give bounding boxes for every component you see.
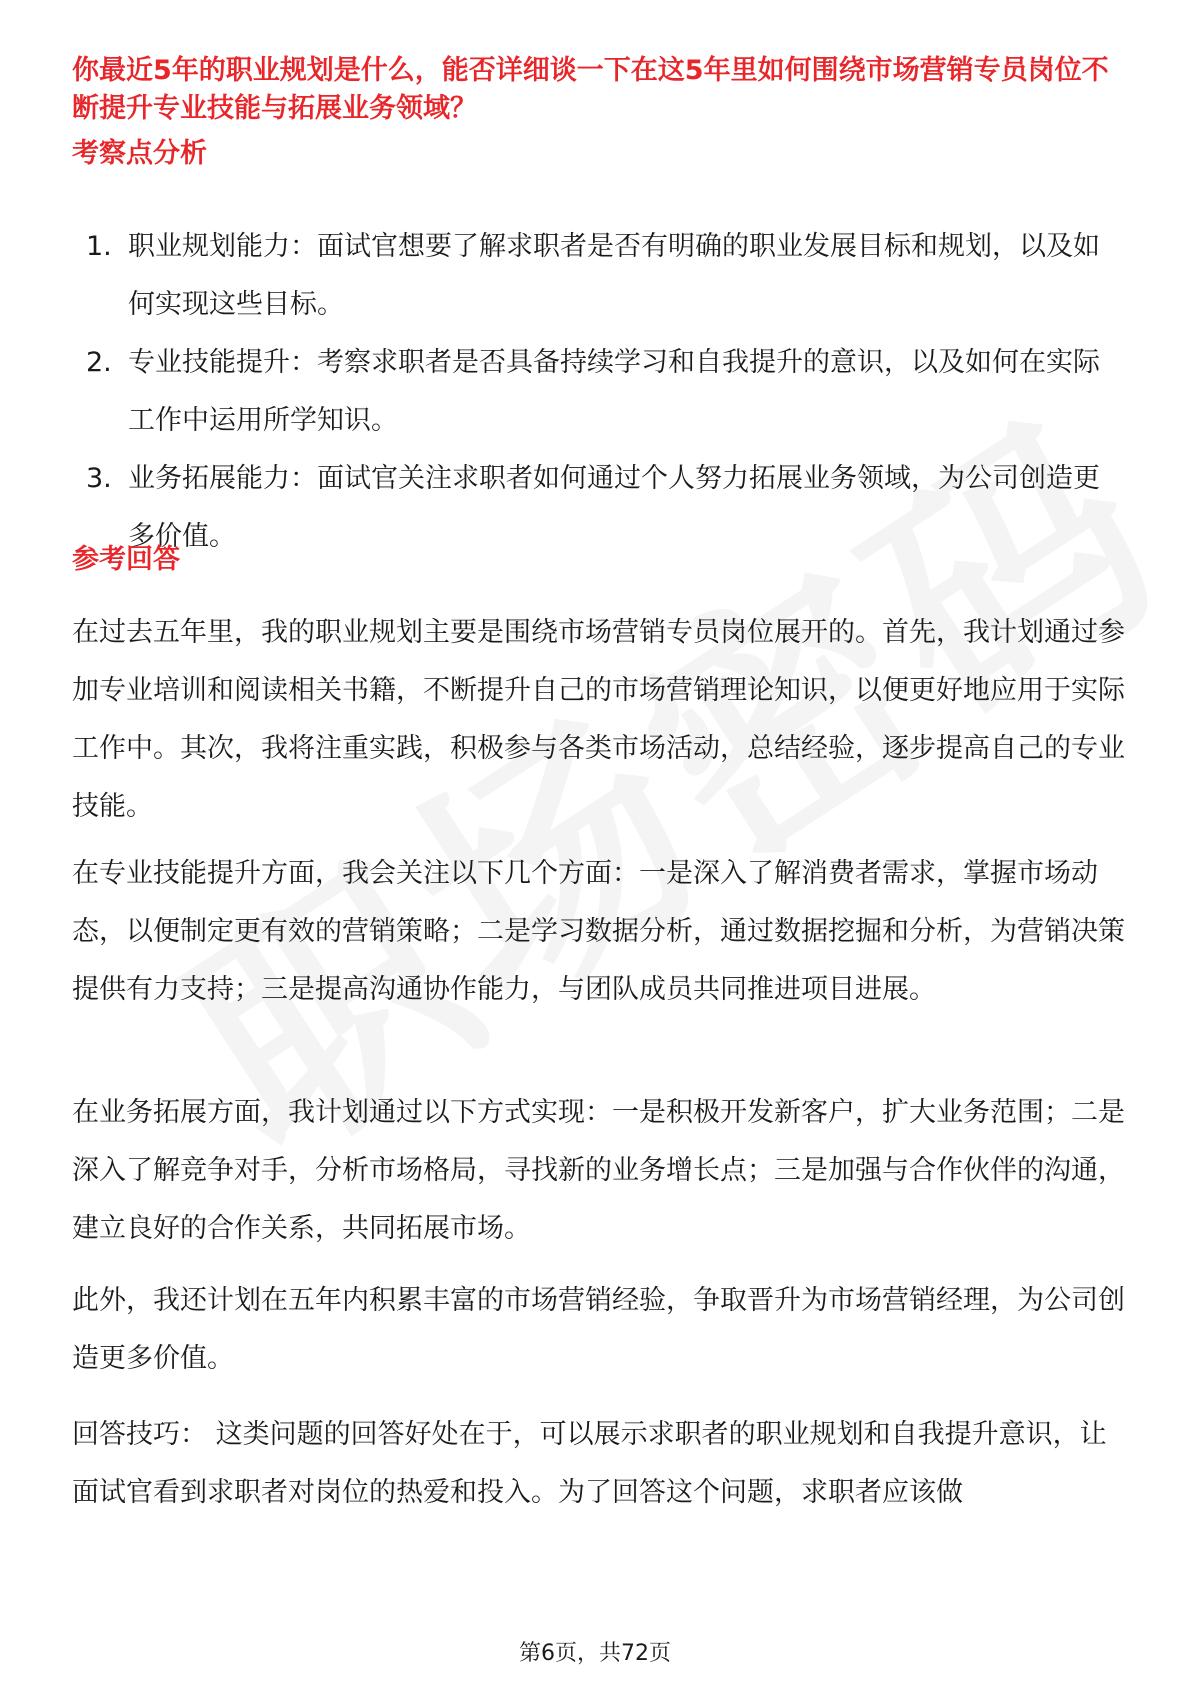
list-item-text: 职业规划能力：面试官想要了解求职者是否有明确的职业发展目标和规划，以及如何实现这些目标。	[128, 231, 1100, 320]
answer-paragraph: 在业务拓展方面，我计划通过以下方式实现：一是积极开发新客户，扩大业务范围；二是深入了解竞争对手，分析市场格局，寻找新的业务增长点；三是加强与合作伙伴的沟通，建立良好的合作关系，共同拓展市场。	[72, 1097, 1125, 1244]
analysis-section-title: 考察点分析	[72, 138, 207, 169]
answer-section-title: 参考回答	[72, 544, 180, 575]
answer-paragraph: 在专业技能提升方面，我会关注以下几个方面：一是深入了解消费者需求，掌握市场动态，以便制定更有效的营销策略；二是学习数据分析，通过数据挖掘和分析，为营销决策提供有力支持；三是提高沟通协作能力，与团队成员共同推进项目进展。	[72, 858, 1125, 1005]
page-footer: 第6页，共72页	[519, 1641, 671, 1666]
list-item	[72, 218, 1122, 334]
list-item	[72, 450, 1122, 566]
answer-tips-paragraph: 回答技巧： 这类问题的回答好处在于，可以展示求职者的职业规划和自我提升意识，让面试官看到求职者对岗位的热爱和投入。为了回答这个问题，求职者应该做	[72, 1419, 1107, 1508]
list-item-text: 业务拓展能力：面试官关注求职者如何通过个人努力拓展业务领域，为公司创造更多价值。	[128, 463, 1100, 552]
analysis-list	[72, 218, 1122, 566]
answer-paragraph: 此外，我还计划在五年内积累丰富的市场营销经验，争取晋升为市场营销经理，为公司创造更多价值。	[72, 1285, 1125, 1374]
answer-paragraph: 在过去五年里，我的职业规划主要是围绕市场营销专员岗位展开的。首先，我计划通过参加专业培训和阅读相关书籍，不断提升自己的市场营销理论知识，以便更好地应用于实际工作中。其次，我将注重实践，积极参与各类市场活动，总结经验，逐步提高自己的专业技能。	[72, 617, 1125, 822]
list-item-number: 2.	[86, 347, 112, 378]
list-item-text: 专业技能提升：考察求职者是否具备持续学习和自我提升的意识，以及如何在实际工作中运用所学知识。	[128, 347, 1100, 436]
list-item-number: 1.	[86, 231, 112, 262]
list-item	[72, 334, 1122, 450]
question-heading: 你最近5年的职业规划是什么，能否详细谈一下在这5年里如何围绕市场营销专员岗位不断提升专业技能与拓展业务领域？	[72, 55, 1109, 124]
list-item-number: 3.	[86, 463, 112, 494]
